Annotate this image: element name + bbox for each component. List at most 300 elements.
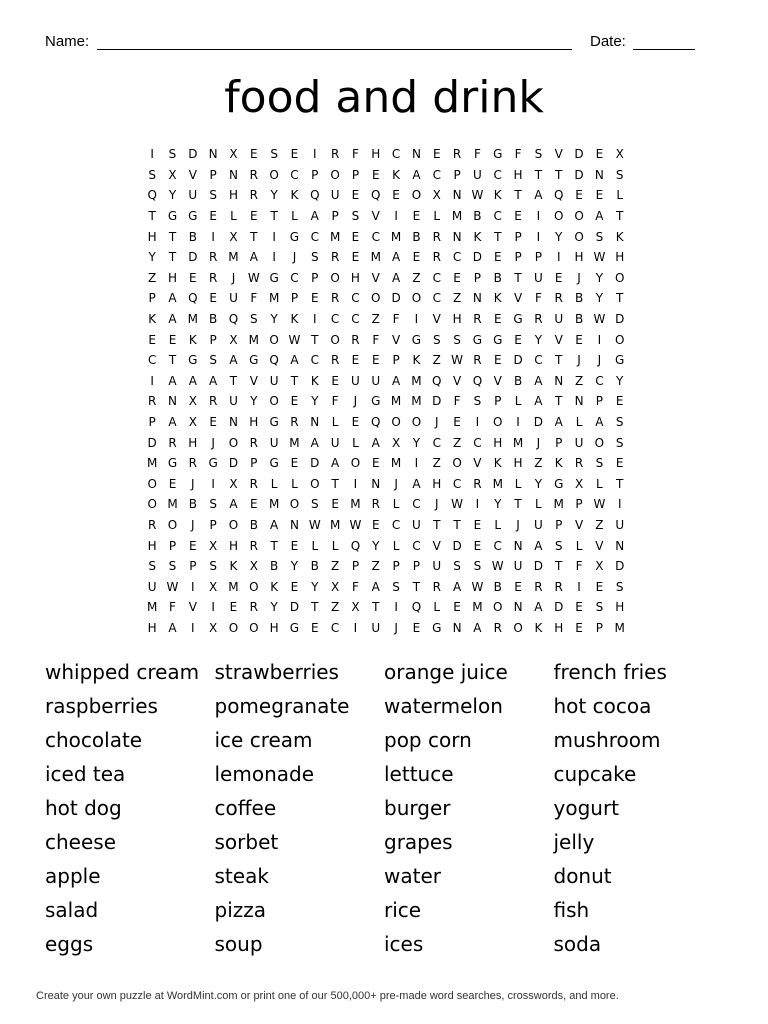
grid-letter: R xyxy=(147,394,157,409)
grid-letter: T xyxy=(555,559,563,574)
grid-letter: N xyxy=(615,538,625,553)
grid-letter: E xyxy=(514,579,522,594)
grid-letter: A xyxy=(168,291,177,306)
grid-letter: Y xyxy=(372,538,380,553)
grid-letter: C xyxy=(310,229,319,244)
grid-letter: P xyxy=(351,559,360,574)
grid-letter: L xyxy=(291,476,298,491)
grid-letter: I xyxy=(313,312,317,327)
grid-letter: C xyxy=(534,353,543,368)
grid-letter: A xyxy=(595,415,604,430)
grid-letter: A xyxy=(412,167,421,182)
grid-letter: M xyxy=(390,456,402,471)
word-column xyxy=(554,656,724,961)
grid-letter: Z xyxy=(574,373,584,388)
grid-letter: G xyxy=(188,353,198,368)
grid-row xyxy=(142,185,630,206)
grid-letter: I xyxy=(414,456,419,471)
grid-letter: H xyxy=(554,620,564,635)
grid-letter: G xyxy=(188,209,198,224)
grid-letter: Z xyxy=(534,456,543,471)
grid-letter: F xyxy=(351,579,359,594)
grid-letter: S xyxy=(168,559,177,574)
grid-letter: T xyxy=(270,538,278,553)
grid-letter: O xyxy=(167,517,178,532)
grid-letter: B xyxy=(473,209,482,224)
grid-letter: M xyxy=(492,476,503,491)
grid-letter: F xyxy=(331,394,339,409)
grid-letter: C xyxy=(330,312,340,327)
grid-letter: E xyxy=(473,538,482,553)
grid-letter: N xyxy=(371,476,381,491)
grid-letter: L xyxy=(514,476,522,491)
grid-letter: X xyxy=(168,167,177,182)
grid-row xyxy=(142,247,630,268)
word-item: grapes xyxy=(384,830,453,854)
grid-letter: X xyxy=(229,229,238,244)
grid-letter: W xyxy=(166,579,179,594)
grid-row xyxy=(142,474,630,495)
grid-letter: N xyxy=(452,620,462,635)
grid-letter: X xyxy=(209,579,218,594)
grid-letter: L xyxy=(331,415,339,430)
grid-letter: L xyxy=(575,538,583,553)
grid-letter: A xyxy=(168,620,177,635)
grid-letter: M xyxy=(411,394,422,409)
grid-letter: N xyxy=(513,538,523,553)
grid-letter: T xyxy=(412,579,421,594)
grid-letter: I xyxy=(211,229,215,244)
word-item: burger xyxy=(384,796,451,820)
grid-letter: J xyxy=(191,476,195,491)
grid-letter: R xyxy=(432,250,441,265)
grid-letter: U xyxy=(615,517,625,532)
letter-grid xyxy=(142,144,630,638)
grid-letter: A xyxy=(270,517,279,532)
grid-letter: C xyxy=(473,435,482,450)
grid-letter: L xyxy=(270,476,278,491)
grid-letter: K xyxy=(188,332,197,347)
grid-letter: U xyxy=(432,559,442,574)
grid-letter: O xyxy=(269,332,279,347)
grid-row xyxy=(142,165,630,186)
grid-letter: E xyxy=(412,250,421,265)
grid-letter: H xyxy=(147,229,157,244)
grid-letter: Q xyxy=(269,353,279,368)
grid-letter: M xyxy=(248,332,259,347)
grid-letter: A xyxy=(534,600,543,615)
grid-letter: Y xyxy=(412,435,421,450)
grid-letter: R xyxy=(330,291,340,306)
grid-letter: Y xyxy=(290,559,299,574)
grid-letter: I xyxy=(394,600,398,615)
grid-letter: H xyxy=(228,538,238,553)
grid-row xyxy=(142,268,630,289)
grid-letter: G xyxy=(289,229,300,244)
grid-letter: V xyxy=(574,517,584,532)
grid-letter: O xyxy=(411,415,422,430)
grid-letter: L xyxy=(230,209,237,224)
grid-letter: D xyxy=(188,147,198,162)
grid-row xyxy=(142,453,630,474)
grid-letter: Q xyxy=(228,312,239,327)
grid-letter: A xyxy=(229,497,238,512)
grid-letter: J xyxy=(577,353,581,368)
grid-letter: C xyxy=(412,538,421,553)
grid-letter: X xyxy=(229,147,238,162)
page-title: food and drink xyxy=(224,72,544,123)
grid-letter: E xyxy=(615,394,624,409)
grid-letter: W xyxy=(593,312,606,327)
grid-letter: C xyxy=(432,270,441,285)
header xyxy=(45,33,705,53)
grid-letter: E xyxy=(189,270,197,285)
grid-letter: A xyxy=(534,188,543,203)
grid-letter: T xyxy=(534,167,543,182)
grid-letter: O xyxy=(330,332,340,347)
grid-letter: X xyxy=(574,476,584,491)
grid-letter: P xyxy=(453,167,461,182)
grid-letter: X xyxy=(229,332,238,347)
word-column xyxy=(215,656,385,961)
grid-letter: D xyxy=(554,600,564,615)
grid-letter: N xyxy=(289,517,299,532)
grid-letter: H xyxy=(493,435,503,450)
grid-letter: R xyxy=(249,188,258,203)
grid-letter: U xyxy=(412,517,421,532)
grid-letter: H xyxy=(188,435,198,450)
grid-letter: S xyxy=(615,435,624,450)
grid-letter: D xyxy=(452,538,462,553)
grid-letter: Z xyxy=(148,270,157,285)
grid-letter: O xyxy=(594,435,605,450)
grid-letter: F xyxy=(392,312,400,327)
grid-letter: A xyxy=(534,394,543,409)
grid-letter: E xyxy=(148,332,156,347)
grid-letter: X xyxy=(249,559,258,574)
grid-letter: T xyxy=(555,353,563,368)
word-item: orange juice xyxy=(384,660,508,684)
grid-letter: P xyxy=(534,250,543,265)
grid-letter: F xyxy=(453,394,461,409)
grid-letter: H xyxy=(350,270,360,285)
grid-letter: O xyxy=(493,600,503,615)
grid-letter: U xyxy=(554,312,564,327)
grid-letter: I xyxy=(211,600,215,615)
grid-letter: N xyxy=(228,167,238,182)
grid-letter: U xyxy=(473,167,482,182)
grid-letter: W xyxy=(471,188,484,203)
word-item: lemonade xyxy=(214,762,315,786)
grid-letter: D xyxy=(472,250,483,265)
grid-letter: O xyxy=(574,229,584,244)
grid-letter: O xyxy=(350,456,361,471)
grid-letter: E xyxy=(473,517,482,532)
grid-letter: M xyxy=(289,435,300,450)
grid-letter: S xyxy=(168,147,177,162)
grid-letter: F xyxy=(372,332,380,347)
grid-letter: E xyxy=(412,620,421,635)
grid-letter: P xyxy=(209,332,217,347)
grid-letter: L xyxy=(494,517,502,532)
grid-letter: P xyxy=(473,270,482,285)
grid-letter: I xyxy=(191,579,195,594)
grid-letter: E xyxy=(351,229,360,244)
grid-letter: P xyxy=(595,394,603,409)
footer-text: Create your own puzzle at WordMint.com or print one of our 500,000+ pre-made word searches, crosswords, and more. xyxy=(36,990,619,1002)
grid-letter: O xyxy=(147,497,157,512)
grid-letter: P xyxy=(494,394,502,409)
grid-letter: R xyxy=(493,620,502,635)
grid-letter: T xyxy=(616,209,624,224)
grid-letter: H xyxy=(513,456,523,471)
word-column xyxy=(45,656,215,961)
grid-letter: L xyxy=(616,188,624,203)
grid-letter: K xyxy=(392,167,401,182)
grid-letter: A xyxy=(209,373,218,388)
grid-letter: W xyxy=(471,579,484,594)
grid-letter: N xyxy=(594,167,604,182)
grid-letter: O xyxy=(513,620,523,635)
grid-letter: B xyxy=(188,229,197,244)
grid-letter: J xyxy=(434,415,439,430)
grid-letter: F xyxy=(250,291,258,306)
grid-letter: A xyxy=(310,435,319,450)
grid-letter: V xyxy=(513,291,523,306)
grid-letter: D xyxy=(391,291,401,306)
grid-letter: C xyxy=(432,291,441,306)
grid-letter: C xyxy=(412,497,421,512)
grid-letter: Y xyxy=(534,476,543,491)
name-line xyxy=(97,49,572,50)
grid-letter: R xyxy=(432,579,441,594)
grid-letter: I xyxy=(394,209,398,224)
word-item: watermelon xyxy=(384,694,503,718)
grid-letter: U xyxy=(147,579,157,594)
grid-letter: Y xyxy=(250,394,258,409)
grid-letter: X xyxy=(351,600,360,615)
grid-letter: L xyxy=(514,394,522,409)
grid-letter: O xyxy=(371,291,381,306)
grid-letter: Z xyxy=(432,456,441,471)
grid-letter: U xyxy=(534,270,543,285)
grid-letter: M xyxy=(146,456,158,471)
word-item: coffee xyxy=(214,796,277,820)
grid-letter: T xyxy=(311,600,319,615)
grid-letter: N xyxy=(452,188,462,203)
grid-letter: M xyxy=(411,373,422,388)
grid-letter: Y xyxy=(148,250,156,265)
grid-letter: E xyxy=(595,188,604,203)
grid-letter: T xyxy=(168,229,177,244)
grid-letter: P xyxy=(392,353,400,368)
word-item: whipped cream xyxy=(45,660,200,684)
grid-letter: R xyxy=(554,291,563,306)
grid-letter: P xyxy=(148,291,156,306)
grid-letter: D xyxy=(615,312,625,327)
grid-letter: S xyxy=(615,415,624,430)
date-label: Date: xyxy=(590,33,626,50)
grid-letter: K xyxy=(310,373,319,388)
grid-letter: R xyxy=(188,456,197,471)
grid-letter: T xyxy=(555,167,563,182)
grid-letter: Q xyxy=(371,415,381,430)
grid-letter: Y xyxy=(555,229,563,244)
grid-letter: L xyxy=(596,476,603,491)
grid-letter: C xyxy=(147,353,157,368)
grid-letter: M xyxy=(451,209,463,224)
grid-letter: H xyxy=(513,167,523,182)
grid-letter: Z xyxy=(331,559,340,574)
grid-letter: R xyxy=(168,435,177,450)
grid-letter: M xyxy=(268,291,280,306)
grid-letter: E xyxy=(290,579,299,594)
grid-letter: N xyxy=(208,147,218,162)
grid-letter: X xyxy=(188,394,197,409)
grid-letter: M xyxy=(329,517,341,532)
grid-letter: G xyxy=(493,147,503,162)
grid-letter: D xyxy=(615,559,625,574)
grid-letter: T xyxy=(148,209,156,224)
word-item: eggs xyxy=(45,932,94,956)
grid-letter: E xyxy=(371,167,380,182)
grid-letter: I xyxy=(536,229,541,244)
grid-letter: V xyxy=(188,167,197,182)
grid-letter: S xyxy=(473,559,482,574)
grid-letter: G xyxy=(371,394,381,409)
grid-letter: D xyxy=(432,394,442,409)
grid-letter: M xyxy=(390,394,402,409)
grid-letter: M xyxy=(472,600,483,615)
word-item: jelly xyxy=(553,830,595,854)
grid-letter: G xyxy=(269,270,279,285)
grid-row xyxy=(142,226,630,247)
grid-letter: N xyxy=(472,291,482,306)
word-item: pomegranate xyxy=(214,694,350,718)
grid-letter: Z xyxy=(595,517,604,532)
grid-letter: T xyxy=(433,517,441,532)
grid-letter: U xyxy=(534,517,543,532)
grid-letter: E xyxy=(310,291,319,306)
grid-letter: S xyxy=(534,147,543,162)
grid-letter: U xyxy=(188,188,198,203)
grid-letter: L xyxy=(311,538,319,553)
word-item: apple xyxy=(45,864,101,888)
grid-letter: M xyxy=(553,497,564,512)
grid-row xyxy=(142,329,630,350)
word-item: hot cocoa xyxy=(553,694,652,718)
grid-letter: E xyxy=(493,312,502,327)
grid-letter: C xyxy=(452,250,462,265)
grid-letter: V xyxy=(452,373,462,388)
grid-letter: D xyxy=(574,147,584,162)
grid-letter: L xyxy=(433,600,441,615)
grid-letter: K xyxy=(290,188,299,203)
grid-letter: M xyxy=(350,497,361,512)
grid-letter: C xyxy=(391,147,401,162)
grid-letter: L xyxy=(291,209,298,224)
grid-letter: C xyxy=(371,229,380,244)
grid-letter: E xyxy=(595,147,604,162)
grid-letter: E xyxy=(351,250,360,265)
grid-letter: B xyxy=(574,312,584,327)
grid-letter: I xyxy=(353,620,358,635)
grid-letter: H xyxy=(615,250,625,265)
grid-letter: J xyxy=(231,270,236,285)
grid-letter: A xyxy=(290,353,299,368)
grid-letter: I xyxy=(516,415,520,430)
grid-letter: O xyxy=(249,579,259,594)
grid-letter: S xyxy=(453,559,461,574)
grid-letter: R xyxy=(249,600,258,615)
grid-letter: N xyxy=(168,394,177,409)
grid-letter: R xyxy=(574,456,584,471)
grid-letter: K xyxy=(493,291,502,306)
grid-letter: V xyxy=(249,373,258,388)
grid-row xyxy=(142,432,630,453)
grid-letter: E xyxy=(290,456,299,471)
grid-letter: W xyxy=(308,517,321,532)
grid-letter: E xyxy=(575,600,583,615)
grid-letter: A xyxy=(371,579,380,594)
grid-letter: O xyxy=(228,435,239,450)
grid-letter: I xyxy=(597,332,602,347)
grid-letter: C xyxy=(432,435,441,450)
grid-letter: P xyxy=(331,209,339,224)
grid-letter: F xyxy=(575,559,583,574)
grid-letter: T xyxy=(514,188,522,203)
grid-letter: C xyxy=(493,538,502,553)
grid-letter: I xyxy=(475,497,480,512)
grid-letter: E xyxy=(575,188,583,203)
word-item: chocolate xyxy=(45,728,143,752)
grid-letter: R xyxy=(249,538,258,553)
grid-letter: H xyxy=(269,620,279,635)
grid-letter: P xyxy=(555,435,563,450)
grid-row xyxy=(142,412,630,433)
grid-letter: A xyxy=(534,538,543,553)
grid-letter: O xyxy=(310,476,320,491)
grid-letter: Q xyxy=(310,188,320,203)
name-label: Name: xyxy=(45,33,90,50)
grid-letter: O xyxy=(554,209,564,224)
grid-letter: Z xyxy=(371,559,380,574)
grid-letter: R xyxy=(432,229,441,244)
grid-row xyxy=(142,556,630,577)
grid-letter: A xyxy=(168,312,177,327)
grid-letter: R xyxy=(208,394,218,409)
grid-letter: W xyxy=(247,270,260,285)
grid-letter: P xyxy=(209,167,217,182)
grid-letter: V xyxy=(188,600,197,615)
grid-letter: E xyxy=(554,270,563,285)
grid-letter: T xyxy=(168,250,177,265)
grid-letter: R xyxy=(534,579,543,594)
grid-letter: R xyxy=(330,250,340,265)
grid-letter: I xyxy=(272,250,276,265)
word-item: cupcake xyxy=(553,762,637,786)
grid-letter: A xyxy=(249,250,258,265)
grid-letter: E xyxy=(168,476,177,491)
grid-letter: X xyxy=(432,188,441,203)
grid-row xyxy=(142,144,630,165)
grid-letter: M xyxy=(370,250,381,265)
grid-letter: D xyxy=(513,353,523,368)
grid-letter: U xyxy=(269,435,279,450)
grid-letter: T xyxy=(168,353,177,368)
grid-letter: D xyxy=(310,456,320,471)
grid-letter: S xyxy=(453,332,461,347)
